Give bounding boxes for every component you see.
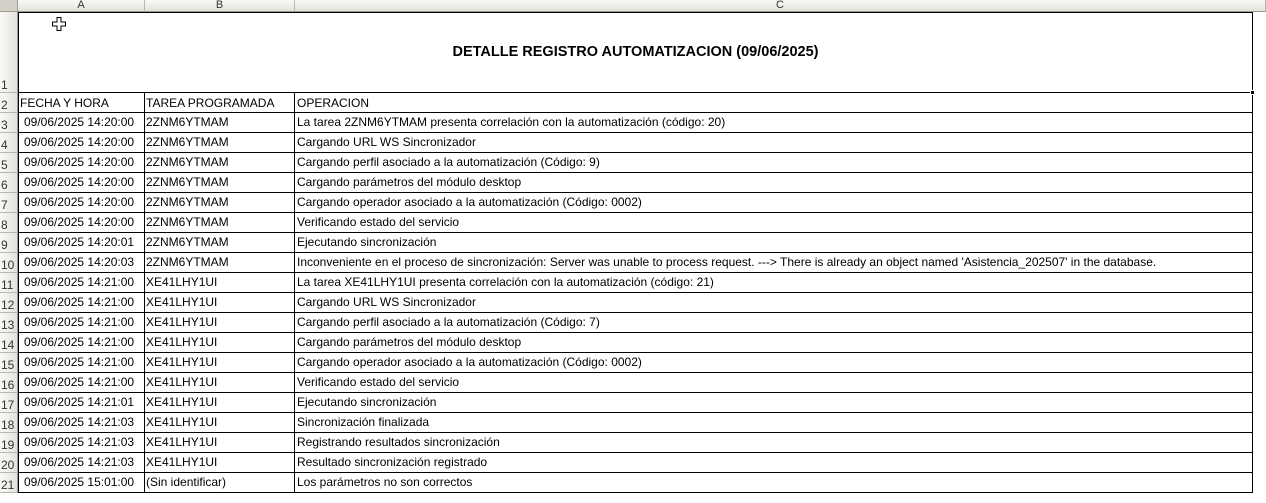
fecha-cell[interactable]: 09/06/2025 14:21:00 — [18, 273, 145, 293]
row-header-7[interactable]: 7 — [0, 193, 18, 213]
table-row — [18, 353, 1253, 373]
tarea-cell[interactable]: 2ZNM6YTMAM — [145, 153, 295, 173]
row-header-16[interactable]: 16 — [0, 373, 18, 393]
table-row — [18, 193, 1253, 213]
row-header-14[interactable]: 14 — [0, 333, 18, 353]
tarea-cell[interactable]: 2ZNM6YTMAM — [145, 113, 295, 133]
fecha-cell[interactable]: 09/06/2025 14:21:00 — [18, 293, 145, 313]
operacion-cell[interactable]: Resultado sincronización registrado — [295, 453, 1253, 473]
table-row — [18, 333, 1253, 353]
operacion-cell[interactable]: Ejecutando sincronización — [295, 393, 1253, 413]
operacion-cell[interactable]: Cargando URL WS Sincronizador — [295, 293, 1253, 313]
fecha-cell[interactable]: 09/06/2025 14:20:00 — [18, 113, 145, 133]
tarea-cell[interactable]: XE41LHY1UI — [145, 313, 295, 333]
row-header-5[interactable]: 5 — [0, 153, 18, 173]
column-header-a[interactable]: A — [18, 0, 145, 12]
operacion-cell[interactable]: Los parámetros no son correctos — [295, 473, 1253, 493]
operacion-cell[interactable]: Cargando parámetros del módulo desktop — [295, 333, 1253, 353]
fecha-cell[interactable]: 09/06/2025 14:21:00 — [18, 353, 145, 373]
header-tarea-cell[interactable]: TAREA PROGRAMADA — [145, 93, 295, 113]
row-header-1[interactable]: 1 — [0, 12, 18, 93]
fecha-cell[interactable]: 09/06/2025 14:20:00 — [18, 173, 145, 193]
table-row — [18, 433, 1253, 453]
row-header-12[interactable]: 12 — [0, 293, 18, 313]
table-row — [18, 173, 1253, 193]
tarea-cell[interactable]: XE41LHY1UI — [145, 293, 295, 313]
operacion-cell[interactable]: Registrando resultados sincronización — [295, 433, 1253, 453]
fecha-cell[interactable]: 09/06/2025 14:21:03 — [18, 413, 145, 433]
operacion-cell[interactable]: La tarea 2ZNM6YTMAM presenta correlación con la automatización (código: 20) — [295, 113, 1253, 133]
operacion-cell[interactable]: Inconveniente en el proceso de sincronización: Server was unable to process request. ---> There is already an object named 'Asistencia_202507' in the database. — [295, 253, 1253, 273]
fecha-cell[interactable]: 09/06/2025 14:21:00 — [18, 313, 145, 333]
row-header-8[interactable]: 8 — [0, 213, 18, 233]
table-row — [18, 393, 1253, 413]
row-header-6[interactable]: 6 — [0, 173, 18, 193]
row-header-3[interactable]: 3 — [0, 113, 18, 133]
fecha-cell[interactable]: 09/06/2025 14:21:03 — [18, 433, 145, 453]
tarea-cell[interactable]: 2ZNM6YTMAM — [145, 173, 295, 193]
row-header-21[interactable]: 21 — [0, 473, 18, 493]
tarea-cell[interactable]: XE41LHY1UI — [145, 273, 295, 293]
header-operacion-cell[interactable]: OPERACION — [295, 93, 1253, 113]
fecha-cell[interactable]: 09/06/2025 14:20:00 — [18, 153, 145, 173]
select-all-corner[interactable] — [0, 0, 18, 12]
fecha-cell[interactable]: 09/06/2025 14:21:01 — [18, 393, 145, 413]
row-header-10[interactable]: 10 — [0, 253, 18, 273]
tarea-cell[interactable]: 2ZNM6YTMAM — [145, 193, 295, 213]
row-header-17[interactable]: 17 — [0, 393, 18, 413]
operacion-cell[interactable]: Verificando estado del servicio — [295, 213, 1253, 233]
operacion-cell[interactable]: Cargando operador asociado a la automatización (Código: 0002) — [295, 353, 1253, 373]
tarea-cell[interactable]: XE41LHY1UI — [145, 413, 295, 433]
fecha-cell[interactable]: 09/06/2025 14:20:00 — [18, 133, 145, 153]
table-row — [18, 413, 1253, 433]
row-header-2[interactable]: 2 — [0, 93, 18, 113]
tarea-cell[interactable]: 2ZNM6YTMAM — [145, 233, 295, 253]
table-row — [18, 273, 1253, 293]
tarea-cell[interactable]: XE41LHY1UI — [145, 353, 295, 373]
table-row — [18, 373, 1253, 393]
row-header-4[interactable]: 4 — [0, 133, 18, 153]
operacion-cell[interactable]: Cargando perfil asociado a la automatización (Código: 7) — [295, 313, 1253, 333]
operacion-cell[interactable]: Verificando estado del servicio — [295, 373, 1253, 393]
cell-cursor-icon — [52, 17, 66, 31]
row-header-15[interactable]: 15 — [0, 353, 18, 373]
fecha-cell[interactable]: 09/06/2025 14:21:00 — [18, 373, 145, 393]
fecha-cell[interactable]: 09/06/2025 15:01:00 — [18, 473, 145, 493]
table-row — [18, 473, 1253, 493]
operacion-cell[interactable]: Cargando operador asociado a la automatización (Código: 0002) — [295, 193, 1253, 213]
operacion-cell[interactable]: La tarea XE41LHY1UI presenta correlación con la automatización (código: 21) — [295, 273, 1253, 293]
fecha-cell[interactable]: 09/06/2025 14:21:00 — [18, 333, 145, 353]
tarea-cell[interactable]: XE41LHY1UI — [145, 433, 295, 453]
row-header-13[interactable]: 13 — [0, 313, 18, 333]
operacion-cell[interactable]: Cargando perfil asociado a la automatización (Código: 9) — [295, 153, 1253, 173]
header-fecha-cell[interactable]: FECHA Y HORA — [18, 93, 145, 113]
fecha-cell[interactable]: 09/06/2025 14:20:03 — [18, 253, 145, 273]
operacion-cell[interactable]: Sincronización finalizada — [295, 413, 1253, 433]
tarea-cell[interactable]: XE41LHY1UI — [145, 393, 295, 413]
table-row — [18, 293, 1253, 313]
report-title: DETALLE REGISTRO AUTOMATIZACION (09/06/2025) — [452, 43, 819, 60]
table-row — [18, 113, 1253, 133]
row-header-20[interactable]: 20 — [0, 453, 18, 473]
table-row — [18, 233, 1253, 253]
header-row — [18, 93, 1253, 113]
tarea-cell[interactable]: XE41LHY1UI — [145, 453, 295, 473]
row-header-19[interactable]: 19 — [0, 433, 18, 453]
row-header-11[interactable]: 11 — [0, 273, 18, 293]
fecha-cell[interactable]: 09/06/2025 14:21:03 — [18, 453, 145, 473]
operacion-cell[interactable]: Ejecutando sincronización — [295, 233, 1253, 253]
fecha-cell[interactable]: 09/06/2025 14:20:00 — [18, 193, 145, 213]
table-row — [18, 213, 1253, 233]
column-header-c[interactable]: C — [295, 0, 1266, 12]
fecha-cell[interactable]: 09/06/2025 14:20:01 — [18, 233, 145, 253]
tarea-cell[interactable]: XE41LHY1UI — [145, 333, 295, 353]
row-header-9[interactable]: 9 — [0, 233, 18, 253]
table-row — [18, 453, 1253, 473]
table-row — [18, 253, 1253, 273]
table-row — [18, 313, 1253, 333]
title-cell[interactable] — [18, 12, 1253, 93]
column-header-b[interactable]: B — [145, 0, 295, 12]
fill-handle[interactable] — [1250, 90, 1255, 95]
tarea-cell[interactable]: XE41LHY1UI — [145, 373, 295, 393]
tarea-cell[interactable]: 2ZNM6YTMAM — [145, 213, 295, 233]
fecha-cell[interactable]: 09/06/2025 14:20:00 — [18, 213, 145, 233]
table-row — [18, 133, 1253, 153]
operacion-cell[interactable]: Cargando parámetros del módulo desktop — [295, 173, 1253, 193]
tarea-cell[interactable]: 2ZNM6YTMAM — [145, 253, 295, 273]
row-header-18[interactable]: 18 — [0, 413, 18, 433]
table-row — [18, 153, 1253, 173]
tarea-cell[interactable]: (Sin identificar) — [145, 473, 295, 493]
operacion-cell[interactable]: Cargando URL WS Sincronizador — [295, 133, 1253, 153]
tarea-cell[interactable]: 2ZNM6YTMAM — [145, 133, 295, 153]
